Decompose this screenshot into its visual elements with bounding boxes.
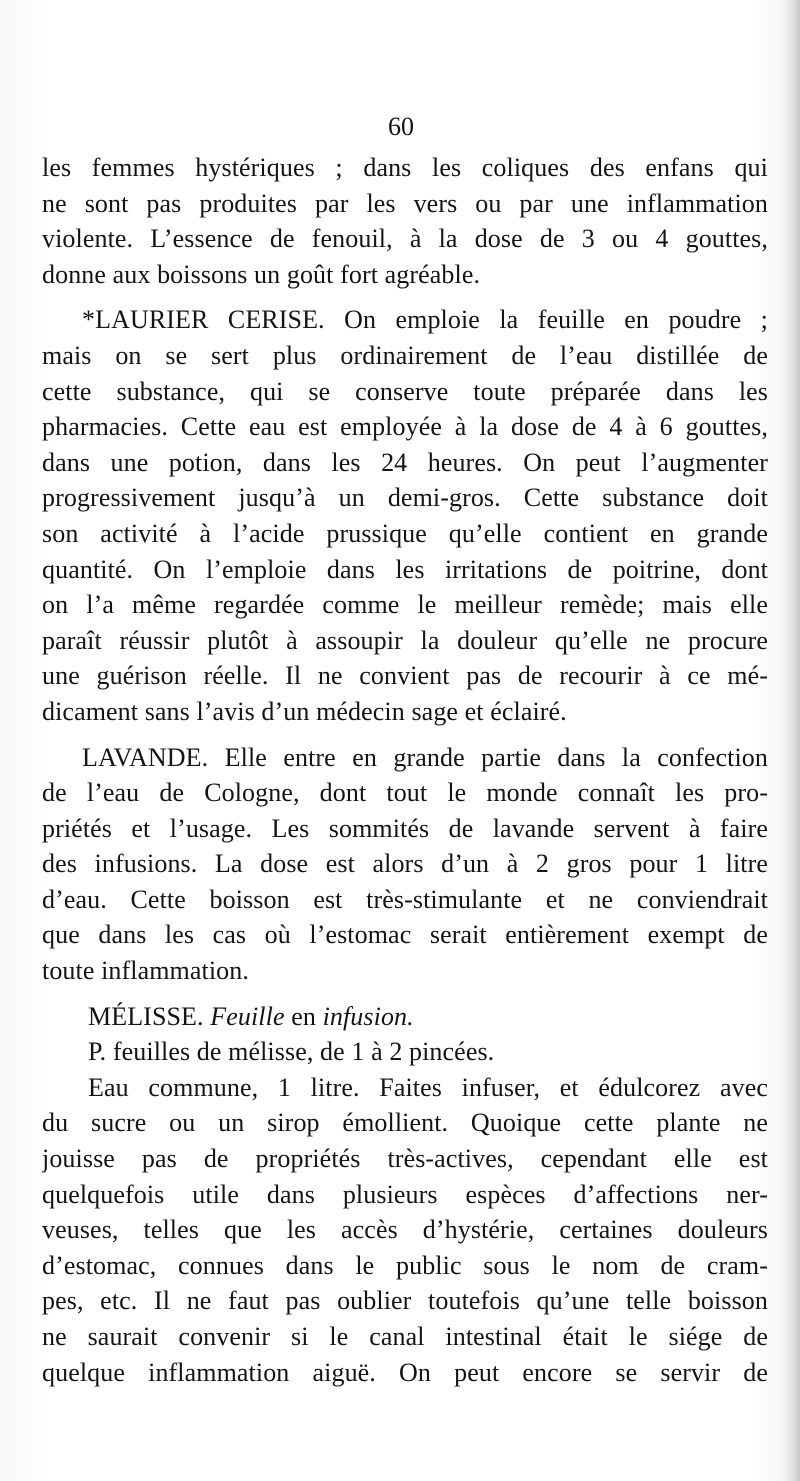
text-line: veuses, telles que les accès d’hystérie, certaines douleurs <box>42 1215 768 1245</box>
text-line: de l’eau de Cologne, dont tout le monde connaît les pro- <box>42 778 768 808</box>
text-line: quantité. On l’emploie dans les irritations de poitrine, dont <box>42 554 768 584</box>
text-line: quelquefois utile dans plusieurs espèces d’affections ner- <box>42 1179 768 1209</box>
page-text <box>42 150 768 1390</box>
preparation-part: Feuille <box>210 1001 285 1031</box>
paragraph-melisse-heading <box>42 999 768 1035</box>
text-line: cette substance, qui se conserve toute préparée dans les <box>42 376 768 406</box>
text-line: d’estomac, connues dans le public sous le nom de cram- <box>42 1250 768 1280</box>
text-line: priétés et l’usage. Les sommités de lavande servent à faire <box>42 813 768 843</box>
text-line: paraît réussir plutôt à assoupir la douleur qu’elle ne procure <box>42 625 768 655</box>
preparation-mode: infusion. <box>322 1001 414 1031</box>
text-line: dicament sans l’avis d’un médecin sage et éclairé. <box>42 696 567 726</box>
paragraph-gap <box>42 989 768 999</box>
paragraph-gap <box>42 292 768 302</box>
text-line: on l’a même regardée comme le meilleur remède; mais elle <box>42 590 768 620</box>
text-line: ne sont pas produites par les vers ou par une inflammation <box>42 188 768 218</box>
paragraph-melisse-body <box>42 1070 768 1390</box>
text-line: Eau commune, 1 litre. Faites infuser, et édulcorez avec <box>88 1072 768 1102</box>
text-line: des infusions. La dose est alors d’un à 2 gros pour 1 litre <box>42 849 768 879</box>
text-line: violente. L’essence de fenouil, à la dose de 3 ou 4 gouttes, <box>42 224 768 254</box>
text-line: donne aux boissons un goût fort agréable. <box>42 259 481 289</box>
text-line: que dans les cas où l’estomac serait entièrement exempt de <box>42 920 768 950</box>
text-line: jouisse pas de propriétés très-actives, cependant elle est <box>42 1144 768 1174</box>
paragraph-laurier-cerise <box>42 302 768 729</box>
page-edge-shadow <box>782 0 800 1481</box>
text-line: pes, etc. Il ne faut pas oublier toutefois qu’une telle boisson <box>42 1286 768 1316</box>
text-line: les femmes hystériques ; dans les coliques des enfans qui <box>42 153 768 182</box>
paragraph-lavande <box>42 740 768 989</box>
text-line: toute inflammation. <box>42 956 249 986</box>
text-line: pharmacies. Cette eau est employée à la dose de 4 à 6 gouttes, <box>42 412 768 442</box>
recipe-line: P. feuilles de mélisse, de 1 à 2 pincées. <box>88 1037 495 1067</box>
text-line: quelque inflammation aiguë. On peut encore se servir de <box>42 1357 768 1387</box>
paragraph-fenouil-end <box>42 150 768 292</box>
text-line: une guérison réelle. Il ne convient pas de recourir à ce mé- <box>42 661 768 691</box>
text-line: LAVANDE. Elle entre en grande partie dans la confection <box>82 742 768 772</box>
text-line: dans une potion, dans les 24 heures. On peut l’augmenter <box>42 447 768 477</box>
text-line: *LAURIER CERISE. On emploie la feuille en poudre ; <box>82 305 768 335</box>
text-line: son activité à l’acide prussique qu’elle contient en grande <box>42 518 768 548</box>
text-line: d’eau. Cette boisson est très-stimulante et ne conviendrait <box>42 884 768 914</box>
text-line: progressivement jusqu’à un demi-gros. Cette substance doit <box>42 483 768 513</box>
heading-connector: en <box>284 1001 323 1031</box>
text-line: mais on se sert plus ordinairement de l’eau distillée de <box>42 340 768 370</box>
text-line: ne saurait convenir si le canal intestinal était le siége de <box>42 1322 768 1351</box>
text-line: du sucre ou un sirop émollient. Quoique cette plante ne <box>42 1108 768 1138</box>
entry-title-melisse: MÉLISSE. <box>88 1001 204 1031</box>
page-number: 60 <box>388 112 414 141</box>
paragraph-gap <box>42 730 768 740</box>
